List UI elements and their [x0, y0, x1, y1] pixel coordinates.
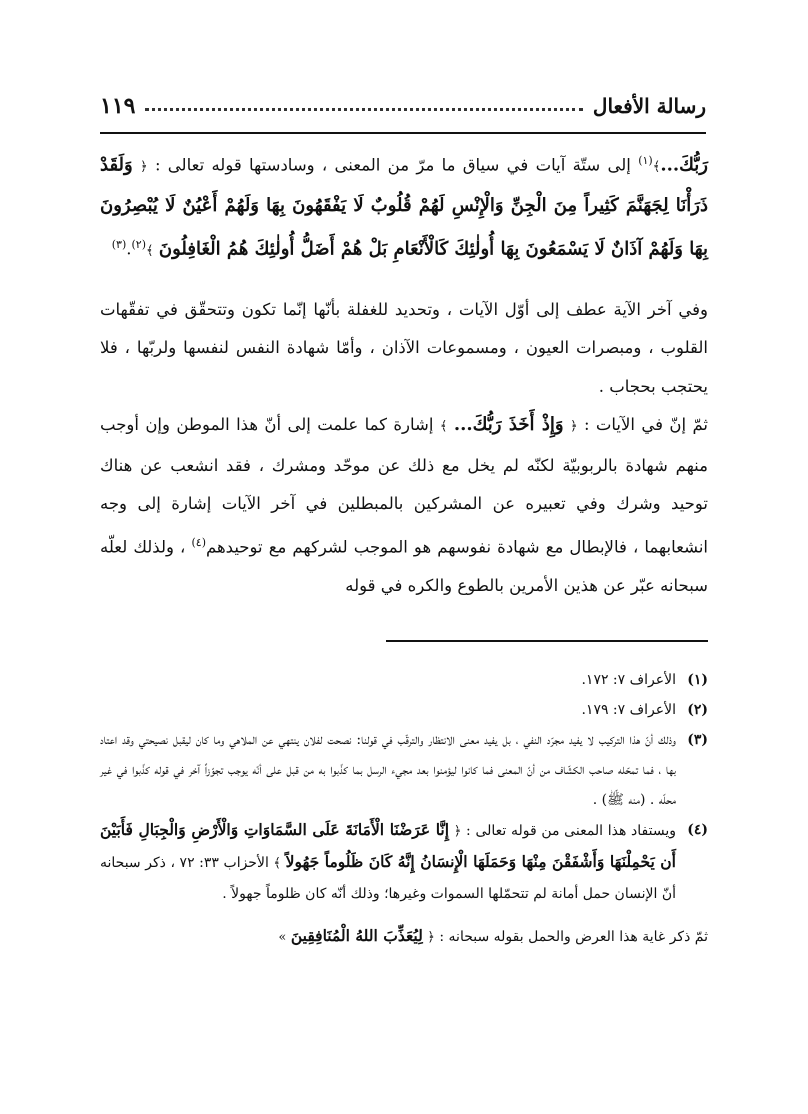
footnote-text [100, 815, 676, 909]
footnote-ref-3[interactable]: (٣) [111, 237, 127, 251]
footnote-text: الأعراف ٧: ١٧٢. [581, 672, 676, 688]
footnote-number: (١) [687, 672, 708, 688]
page-number: ١١٩ [100, 93, 136, 119]
verse-close-ornament: ﴾ [146, 243, 154, 258]
footnote-separator [386, 640, 708, 642]
verse-close-ornament: ﴾ [652, 159, 661, 175]
paragraph-text: إلى ستّة آيات في سياق ما مرّ من المعنى ، وسادستها قوله تعالى : [154, 155, 631, 175]
verse-close-ornament: ﴾ [273, 856, 282, 871]
quran-verse: وَلَقَدْ ذَرَأْنَا لِجَهَنَّمَ كَثِيراً مِنَ الْجِنِّ وَالْإِنْسِ لَهُمْ قُلُوبٌ لَا يَفْقَهُونَ بِهَا وَلَهُمْ أَعْيُنٌ لَا يُبْصِرُونَ بِهَا وَلَهُمْ آذَانٌ لَا يَسْمَعُونَ بِهَا أُولٰئِكَ كَالْأَنْعَامِ بَلْ هُمْ أَضَلُّ أُولٰئِكَ هُمُ الْغَافِلُونَ [100, 154, 708, 259]
quote-close-mark: » [278, 930, 287, 945]
footnote-3 [100, 725, 708, 815]
footnote-continuation [100, 921, 708, 953]
verse-open-ornament: ﴿ [453, 824, 462, 839]
footnote-2 [100, 695, 708, 725]
footnote-4 [100, 815, 708, 909]
quran-verse: وَإِذْ أَخَذَ رَبُّكَ... [453, 414, 564, 435]
paragraph-3 [100, 406, 708, 605]
footnote-ref-2[interactable]: (٢) [131, 237, 146, 251]
paragraph-lead: ثمّ إنّ في الآيات : [583, 415, 709, 434]
footnote-text: وذلك أنّ هذا التركيب لا يفيد مجرّد النفي ، بل يفيد معنى الانتظار والترقّب في قولنا: نصحت لفلان ينتهي عن الملاهي وما كان ليقبل نصيحتي وقد اعتاد بها ، فما تمحّله صاحب الكشّاف من أنّ المعنى فما كانوا ليؤمنوا بعد مجيء الرسل بما كذّبوا به من قبل على أنّه يوجب تجوّزاً آخر في قوله كذّبوا في غير محلّه . (منه ﷺ) . [100, 732, 676, 808]
verse-open-ornament: ﴿ [569, 419, 578, 434]
header-dot-leader [145, 108, 582, 111]
header-rule [100, 132, 706, 134]
paragraph-1: رَبُّكَ...﴾$^{(١)}$ إلى ستّة آيات في سياق ما مرّ من المعنى ، وسادستها قوله تعالى : ﴿ وَلَقَدْ ذَرَأْنَا لِجَهَنَّمَ كَثِيراً مِنَ الْجِنِّ وَالْإِنْسِ لَهُمْ قُلُوبٌ لَا يَفْقَهُونَ بِهَا وَلَهُمْ أَعْيُنٌ لَا يُبْصِرُونَ بِهَا وَلَهُمْ آذَانٌ لَا يَسْمَعُونَ بِهَا أُولٰئِكَ كَالْأَنْعَامِ بَلْ هُمْ أَضَلُّ أُولٰئِكَ هُمُ الْغَافِلُونَ ﴾$^{(٢)}$.$^{(٣)}$ [100, 154, 708, 259]
quran-verse: لِيُعَذِّبَ اللهُ الْمُنَافِقِينَ [290, 926, 423, 945]
paragraph-text: إشارة كما علمت إلى أنّ هذا الموطن وإن أوجب منهم شهادة بالربوبيّة لكنّه لم يخل مع ذلك عن موحّد ومشرك ، فقد انشعب عن هناك توحيد وشرك وفي تعبيره عن المشركين بالمبطلين في آخر الآيات إشارة إلى وجه انشعابهما ، فالإبطال مع شهادة نفوسهم هو الموجب لشركهم مع توحيدهم [100, 415, 709, 556]
paragraph-2: وفي آخر الآية عطف إلى أوّل الآيات ، وتحديد للغفلة بأنّها إنّما تكون وتتحقّق في تفقّهات القلوب ، ومبصرات العيون ، ومسموعات الآذان ، وأمّا شهادة النفس لنفسها ولربّها ، فلا يحتجب بحجاب . [100, 299, 708, 396]
quran-verse-fragment: رَبُّكَ... [660, 154, 708, 176]
verse-open-ornament: ﴿ [140, 159, 148, 175]
chapter-title: رسالة الأفعال [592, 94, 706, 118]
footnote-lead: ويستفاد هذا المعنى من قوله تعالى : [466, 823, 677, 839]
footnote-text: الأعراف ٧: ١٧٩. [581, 702, 676, 718]
quran-verse: إِنَّا عَرَضْنَا الْأَمَانَةَ عَلَى السَّمَاوَاتِ وَالْأَرْضِ وَالْجِبَالِ فَأَبَيْنَ أَن يَحْمِلْنَهَا وَأَشْفَقْنَ مِنْهَا وَحَمَلَهَا الْإِنسَانُ إِنَّهُ كَانَ ظَلُوماً جَهُولاً [100, 820, 676, 871]
continuation-lead: ثمّ ذكر غاية هذا العرض والحمل بقوله سبحانه : [439, 929, 708, 945]
footnote-number: (٣) [687, 732, 708, 748]
footnote-ref-4[interactable]: (٤) [191, 535, 206, 549]
main-text [100, 142, 708, 605]
footnote-1 [100, 665, 708, 695]
footnote-number: (٤) [687, 822, 708, 838]
footnote-ref-1[interactable]: (١) [638, 154, 653, 167]
footnote-number: (٢) [687, 702, 708, 718]
verse-close-ornament: ﴾ [439, 419, 448, 434]
running-header [100, 86, 706, 126]
footnotes [100, 665, 708, 953]
paragraph-text-cont: ، ولذلك لعلّه سبحانه عبّر عن هذين الأمرين بالطوع والكره في قوله [100, 537, 708, 595]
footnote-citation: الأحزاب ٣٣: ٧٢ ، ذكر سبحانه أنّ الإنسان حمل أمانة لم تتحمّلها السموات وغيرها؛ وذلك أنّه كان ظلوماً جهولاً . [100, 855, 676, 902]
verse-open-ornament: ﴿ [427, 930, 435, 945]
